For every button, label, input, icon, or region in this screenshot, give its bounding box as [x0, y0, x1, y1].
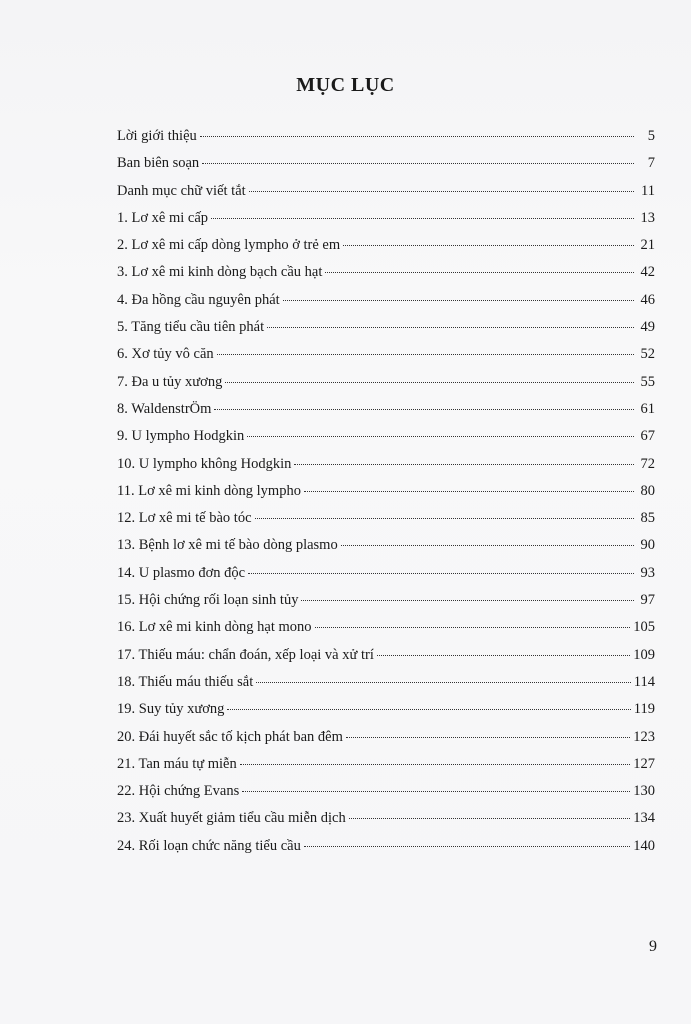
- dot-leader: [304, 491, 634, 492]
- dot-leader: [242, 791, 630, 792]
- toc-entry-page: 49: [640, 319, 655, 336]
- table-of-contents: [117, 128, 655, 865]
- toc-entry-page: 55: [640, 373, 655, 390]
- toc-entry-page: 85: [640, 510, 655, 527]
- toc-entry-label: 8. WaldenstrÖm: [117, 400, 212, 417]
- toc-entry-label: 14. U plasmo đơn độc: [117, 564, 246, 581]
- toc-entry-label: 21. Tan máu tự miễn: [117, 755, 237, 772]
- dot-leader: [240, 764, 631, 765]
- toc-entry-label: 3. Lơ xê mi kinh dòng bạch cầu hạt: [117, 264, 323, 281]
- toc-entry-label: 23. Xuất huyết giảm tiểu cầu miễn dịch: [117, 810, 346, 827]
- dot-leader: [341, 545, 634, 546]
- dot-leader: [294, 464, 634, 465]
- dot-leader: [227, 709, 630, 710]
- toc-entry: [117, 619, 655, 646]
- dot-leader: [304, 846, 630, 847]
- toc-entry-page: 21: [640, 237, 655, 254]
- dot-leader: [214, 409, 634, 410]
- toc-entry: [117, 674, 655, 701]
- toc-entry-page: 134: [633, 810, 655, 827]
- toc-entry: [117, 237, 655, 264]
- toc-entry-label: 11. Lơ xê mi kinh dòng lympho: [117, 482, 301, 499]
- toc-entry-label: Danh mục chữ viết tắt: [117, 182, 246, 199]
- toc-entry: [117, 183, 655, 210]
- dot-leader: [249, 191, 634, 192]
- toc-entry-page: 123: [633, 728, 655, 745]
- toc-entry-label: 4. Đa hồng cầu nguyên phát: [117, 291, 280, 308]
- toc-entry-page: 105: [633, 619, 655, 636]
- dot-leader: [255, 518, 634, 519]
- toc-entry: [117, 374, 655, 401]
- toc-entry-page: 72: [640, 455, 655, 472]
- toc-entry-page: 67: [640, 428, 655, 445]
- toc-entry-page: 119: [633, 701, 655, 718]
- toc-entry-label: Ban biên soạn: [117, 155, 200, 172]
- toc-entry: [117, 155, 655, 182]
- toc-entry: [117, 810, 655, 837]
- toc-entry-label: 19. Suy tủy xương: [117, 701, 225, 718]
- toc-entry: [117, 783, 655, 810]
- dot-leader: [301, 600, 634, 601]
- dot-leader: [346, 737, 630, 738]
- dot-leader: [325, 272, 634, 273]
- toc-entry-page: 140: [633, 837, 655, 854]
- toc-entry: [117, 456, 655, 483]
- toc-entry-label: 9. U lympho Hodgkin: [117, 428, 245, 445]
- toc-entry-page: 61: [640, 400, 655, 417]
- toc-entry-page: 93: [640, 564, 655, 581]
- toc-entry-page: 7: [647, 155, 655, 172]
- dot-leader: [315, 627, 631, 628]
- dot-leader: [211, 218, 634, 219]
- toc-entry-label: 6. Xơ tủy vô căn: [117, 346, 214, 363]
- dot-leader: [267, 327, 634, 328]
- toc-entry: [117, 483, 655, 510]
- toc-entry-label: 22. Hội chứng Evans: [117, 783, 240, 800]
- toc-entry: [117, 210, 655, 237]
- dot-leader: [256, 682, 631, 683]
- dot-leader: [217, 354, 634, 355]
- toc-entry: [117, 128, 655, 155]
- toc-entry-page: 42: [640, 264, 655, 281]
- toc-entry-page: 46: [640, 291, 655, 308]
- toc-entry-page: 97: [640, 592, 655, 609]
- toc-entry: [117, 701, 655, 728]
- dot-leader: [225, 382, 634, 383]
- toc-entry: [117, 401, 655, 428]
- toc-entry-label: 5. Tăng tiểu cầu tiên phát: [117, 319, 265, 336]
- toc-entry-label: 1. Lơ xê mi cấp: [117, 209, 209, 226]
- toc-entry-page: 127: [633, 755, 655, 772]
- toc-entry-page: 52: [640, 346, 655, 363]
- toc-entry: [117, 592, 655, 619]
- toc-entry-label: 7. Đa u tủy xương: [117, 373, 223, 390]
- toc-entry-label: 16. Lơ xê mi kinh dòng hạt mono: [117, 619, 312, 636]
- dot-leader: [349, 818, 631, 819]
- toc-entry-label: 20. Đái huyết sắc tố kịch phát ban đêm: [117, 728, 343, 745]
- toc-entry-page: 11: [641, 182, 655, 199]
- toc-entry-page: 114: [633, 673, 655, 690]
- toc-entry: [117, 729, 655, 756]
- toc-entry-page: 90: [640, 537, 655, 554]
- toc-entry-label: 24. Rối loạn chức năng tiểu cầu: [117, 837, 301, 854]
- toc-entry-label: Lời giới thiệu: [117, 128, 197, 144]
- toc-entry-page: 130: [633, 783, 655, 800]
- toc-entry-label: 18. Thiếu máu thiếu sắt: [117, 673, 254, 690]
- dot-leader: [377, 655, 630, 656]
- toc-entry-page: 13: [640, 209, 655, 226]
- dot-leader: [247, 436, 634, 437]
- toc-entry: [117, 264, 655, 291]
- toc-entry-label: 12. Lơ xê mi tế bào tóc: [117, 510, 252, 527]
- toc-entry-page: 80: [640, 482, 655, 499]
- toc-entry-label: 15. Hội chứng rối loạn sinh tủy: [117, 592, 299, 609]
- toc-entry: [117, 510, 655, 537]
- dot-leader: [283, 300, 634, 301]
- toc-entry: [117, 428, 655, 455]
- dot-leader: [343, 245, 634, 246]
- dot-leader: [202, 163, 634, 164]
- toc-entry-label: 13. Bệnh lơ xê mi tế bào dòng plasmo: [117, 537, 338, 554]
- toc-entry: [117, 292, 655, 319]
- page-title: MỤC LỤC: [296, 74, 395, 96]
- toc-entry: [117, 838, 655, 865]
- toc-entry: [117, 537, 655, 564]
- toc-entry-label: 17. Thiếu máu: chẩn đoán, xếp loại và xử trí: [117, 646, 374, 663]
- page-number: 9: [649, 938, 657, 955]
- toc-entry-label: 2. Lơ xê mi cấp dòng lympho ở trẻ em: [117, 237, 341, 254]
- toc-entry-page: 5: [647, 128, 655, 144]
- toc-entry: [117, 346, 655, 373]
- toc-entry-page: 109: [633, 646, 655, 663]
- toc-entry: [117, 756, 655, 783]
- toc-entry: [117, 647, 655, 674]
- toc-entry: [117, 565, 655, 592]
- dot-leader: [248, 573, 634, 574]
- toc-entry-label: 10. U lympho không Hodgkin: [117, 455, 292, 472]
- toc-entry: [117, 319, 655, 346]
- dot-leader: [200, 136, 634, 137]
